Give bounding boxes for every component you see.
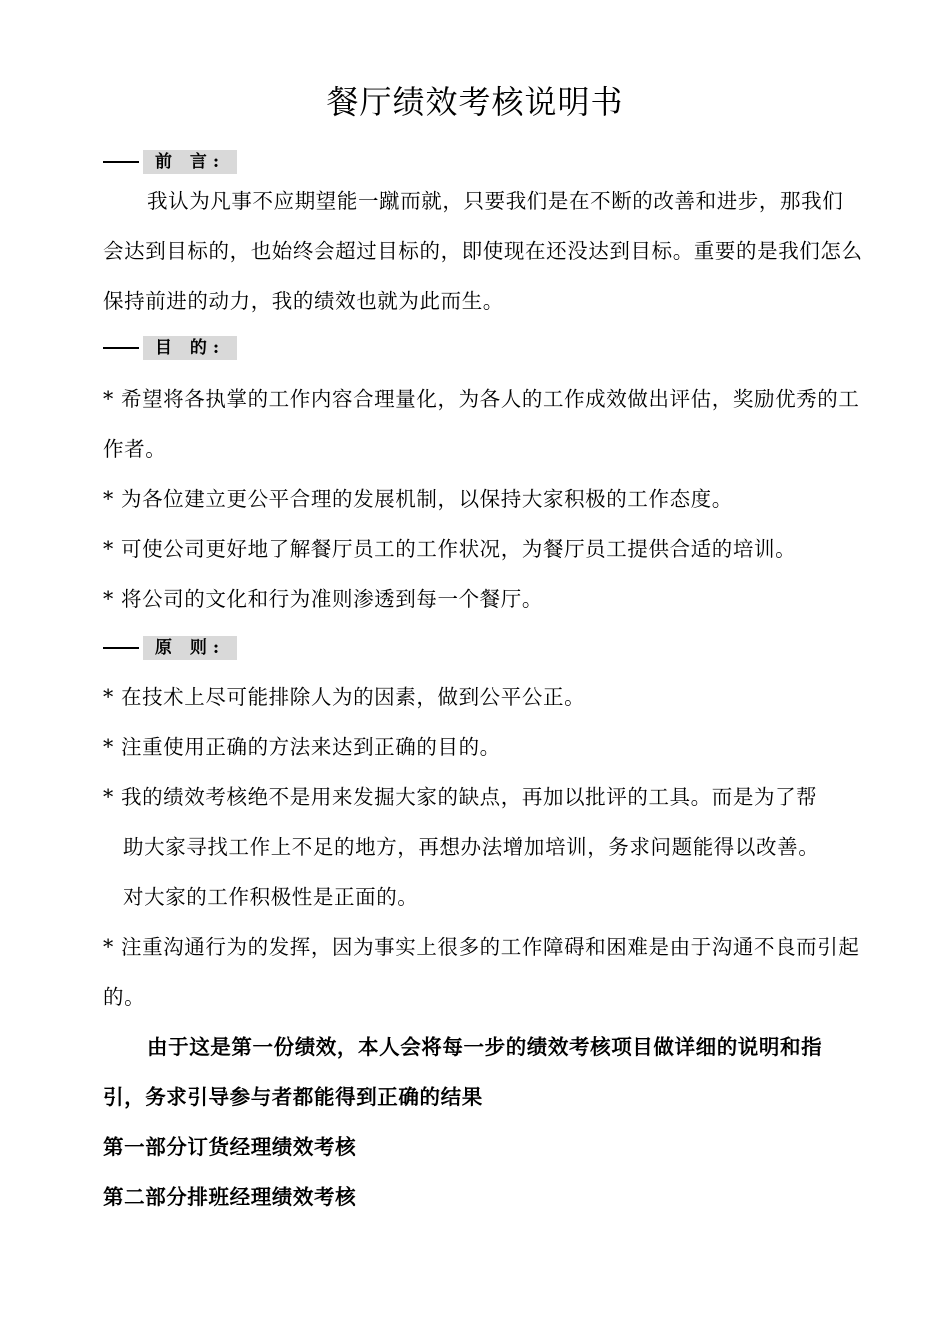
purpose-item: * 将公司的文化和行为准则渗透到每一个餐厅。 (103, 587, 543, 611)
purpose-item: * 为各位建立更公平合理的发展机制，以保持大家积极的工作态度。 (103, 487, 733, 511)
section-label-purpose: 目 的: (143, 336, 237, 360)
principle-item: * 注重使用正确的方法来达到正确的目的。 (103, 735, 501, 759)
section-heading-principles (103, 636, 237, 660)
part-two-heading: 第二部分排班经理绩效考核 (103, 1185, 357, 1209)
heading-dash (103, 347, 139, 349)
document-title: 餐厅绩效考核说明书 (326, 83, 624, 121)
heading-dash (103, 161, 139, 163)
principle-item-line: * 我的绩效考核绝不是用来发掘大家的缺点，再加以批评的工具。而是为了帮 (103, 785, 818, 809)
section-label-principles: 原 则: (143, 636, 237, 660)
principle-item-line: 助大家寻找工作上不足的地方，再想办法增加培训，务求问题能得以改善。 (123, 835, 820, 859)
closing-note: 由于这是第一份绩效，本人会将每一步的绩效考核项目做详细的说明和指引，务求引导参与者都能得到正确的结果 (103, 1035, 823, 1109)
preface-paragraph: 我认为凡事不应期望能一蹴而就，只要我们是在不断的改善和进步，那我们会达到目标的，也始终会超过目标的，即使现在还没达到目标。重要的是我们怎么保持前进的动力，我的绩效也就为此而生。 (103, 189, 863, 313)
purpose-item: * 可使公司更好地了解餐厅员工的工作状况，为餐厅员工提供合适的培训。 (103, 537, 797, 561)
principle-item: * 在技术上尽可能排除人为的因素，做到公平公正。 (103, 685, 586, 709)
purpose-item: * 希望将各执掌的工作内容合理量化，为各人的工作成效做出评估，奖励优秀的工作者。 (103, 387, 860, 461)
principle-item-line: 对大家的工作积极性是正面的。 (123, 885, 419, 909)
principle-item: * 注重沟通行为的发挥，因为事实上很多的工作障碍和困难是由于沟通不良而引起的。 (103, 935, 860, 1009)
part-one-heading: 第一部分订货经理绩效考核 (103, 1135, 357, 1159)
section-heading-preface (103, 150, 237, 174)
section-label-preface: 前 言: (143, 150, 237, 174)
section-heading-purpose (103, 336, 237, 360)
heading-dash (103, 647, 139, 649)
